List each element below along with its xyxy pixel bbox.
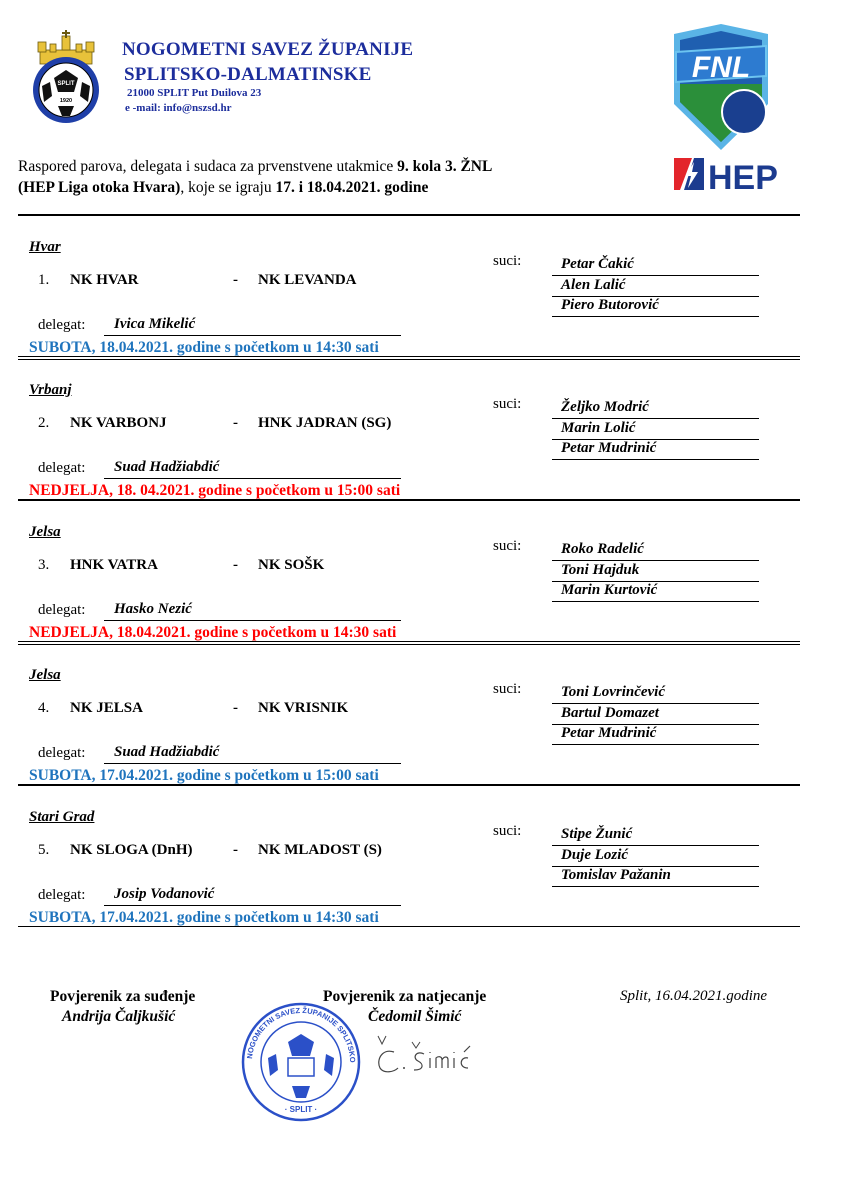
referee-name: Duje Lozić <box>561 847 629 863</box>
top-separator <box>18 214 800 216</box>
intro-paragraph <box>18 156 630 198</box>
referee-line <box>552 826 759 846</box>
referee-name: Toni Lovrinčević <box>561 684 666 700</box>
delegate-label: delegat: <box>38 887 86 903</box>
home-team: HNK VATRA <box>70 557 158 573</box>
stamp-bottom-text: · SPLIT · <box>284 1105 318 1114</box>
match-block <box>0 382 844 524</box>
versus-dash: - <box>233 842 238 858</box>
match-date-time: SUBOTA, 17.04.2021. godine s početkom u 15:00 sati <box>29 767 379 784</box>
referee-name: Piero Butorović <box>561 297 659 313</box>
away-team: NK VRISNIK <box>258 700 349 716</box>
stamp-ring-text: NOGOMETNI SAVEZ ŽUPANIJE SPLITSKO <box>245 1005 358 1063</box>
match-block <box>0 809 844 951</box>
versus-dash: - <box>233 272 238 288</box>
referee-line <box>552 440 759 460</box>
match-venue: Jelsa <box>29 524 61 540</box>
match-venue: Jelsa <box>29 667 61 683</box>
referee-name: Marin Lolić <box>561 420 636 436</box>
signature-text: Č. Šimić <box>372 1030 377 1031</box>
fnl-logo-text: FNL <box>691 51 751 84</box>
delegate-name: Ivica Mikelić <box>114 316 196 332</box>
fnl-logo <box>666 24 776 150</box>
home-team: NK HVAR <box>70 272 139 288</box>
match-number: 4. <box>38 700 50 716</box>
referee-line <box>552 582 759 602</box>
intro-text-1: Raspored parova, delegata i sudaca za prvenstvene utakmice <box>18 158 398 175</box>
referee-line <box>552 399 759 419</box>
place-and-date: Split, 16.04.2021.godine <box>620 988 768 1004</box>
away-team: NK MLADOST (S) <box>258 842 382 858</box>
referee-line <box>552 256 759 276</box>
match-venue: Hvar <box>29 239 61 255</box>
away-team: NK SOŠK <box>258 557 325 573</box>
commissioner-refereeing-name: Andrija Čaljkušić <box>62 1008 176 1025</box>
referee-line <box>552 277 759 297</box>
referee-name: Tomislav Pažanin <box>561 867 671 883</box>
org-address: 21000 SPLIT Put Duilova 23 <box>127 87 262 99</box>
home-team: NK SLOGA (DnH) <box>70 842 193 858</box>
referee-line <box>552 725 759 745</box>
delegate-line <box>104 601 401 621</box>
match-venue: Stari Grad <box>29 809 95 825</box>
referee-line <box>552 297 759 317</box>
match-venue: Vrbanj <box>29 382 72 398</box>
referee-name: Bartul Domazet <box>561 705 659 721</box>
org-name-line2: SPLITSKO-DALMATINSKE <box>124 64 372 85</box>
match-number: 5. <box>38 842 50 858</box>
referee-name: Marin Kurtović <box>561 582 658 598</box>
org-name-line1: NOGOMETNI SAVEZ ŽUPANIJE <box>122 39 414 60</box>
match-date-time: SUBOTA, 18.04.2021. godine s početkom u 14:30 sati <box>29 339 379 356</box>
commissioner-refereeing-title: Povjerenik za suđenje <box>50 988 196 1005</box>
intro-round: 9. kola 3. ŽNL <box>397 158 493 175</box>
commissioner-competition-title: Povjerenik za natjecanje <box>323 988 487 1005</box>
referee-name: Petar Mudrinić <box>561 440 657 456</box>
referees-label: suci: <box>493 538 522 554</box>
referee-line <box>552 684 759 704</box>
versus-dash: - <box>233 557 238 573</box>
handwritten-signature <box>372 1030 482 1078</box>
delegate-label: delegat: <box>38 602 86 618</box>
delegate-line <box>104 744 401 764</box>
versus-dash: - <box>233 415 238 431</box>
intro-dates: 17. i 18.04.2021. godine <box>275 179 429 196</box>
intro-league: (HEP Liga otoka Hvara) <box>18 179 181 196</box>
match-separator <box>18 926 800 927</box>
commissioner-competition-name: Čedomil Šimić <box>368 1008 462 1025</box>
referee-name: Toni Hajduk <box>561 562 640 578</box>
referee-name: Roko Radelić <box>561 541 644 557</box>
delegate-line <box>104 886 401 906</box>
delegate-label: delegat: <box>38 317 86 333</box>
match-date-time: NEDJELJA, 18.04.2021. godine s početkom u 14:30 sati <box>29 624 397 641</box>
delegate-name: Josip Vodanović <box>114 886 215 902</box>
home-team: NK JELSA <box>70 700 143 716</box>
delegate-line <box>104 316 401 336</box>
association-logo <box>28 30 104 125</box>
org-email: e -mail: info@nszsd.hr <box>125 102 232 114</box>
match-number: 2. <box>38 415 50 431</box>
referee-line <box>552 562 759 582</box>
logo-split-text: SPLIT <box>57 81 75 87</box>
match-date-time: SUBOTA, 17.04.2021. godine s početkom u 14:30 sati <box>29 909 379 926</box>
intro-text-2: , koje se igraju <box>180 179 276 196</box>
referee-name: Petar Čakić <box>561 256 634 272</box>
logo-year-text: 1920 <box>59 98 73 104</box>
match-separator <box>18 356 800 360</box>
match-separator <box>18 499 800 501</box>
referee-name: Željko Modrić <box>561 399 649 415</box>
referee-name: Stipe Žunić <box>561 826 633 842</box>
match-block <box>0 667 844 809</box>
referees-label: suci: <box>493 681 522 697</box>
versus-dash: - <box>233 700 238 716</box>
delegate-name: Hasko Nezić <box>114 601 192 617</box>
home-team: NK VARBONJ <box>70 415 167 431</box>
delegate-label: delegat: <box>38 745 86 761</box>
match-separator <box>18 641 800 645</box>
referee-line <box>552 847 759 867</box>
hep-logo <box>672 156 782 192</box>
match-number: 3. <box>38 557 50 573</box>
referee-name: Petar Mudrinić <box>561 725 657 741</box>
referee-line <box>552 867 759 887</box>
match-number: 1. <box>38 272 50 288</box>
delegate-label: delegat: <box>38 460 86 476</box>
referees-label: suci: <box>493 396 522 412</box>
referee-line <box>552 705 759 725</box>
referees-label: suci: <box>493 253 522 269</box>
hep-logo-text: HEP <box>708 159 778 192</box>
away-team: HNK JADRAN (SG) <box>258 415 392 431</box>
referee-line <box>552 420 759 440</box>
referee-line <box>552 541 759 561</box>
delegate-name: Suad Hadžiabdić <box>114 459 220 475</box>
referee-name: Alen Lalić <box>561 277 626 293</box>
away-team: NK LEVANDA <box>258 272 357 288</box>
official-stamp <box>236 1000 366 1122</box>
delegate-line <box>104 459 401 479</box>
match-date-time: NEDJELJA, 18. 04.2021. godine s početkom u 15:00 sati <box>29 482 401 499</box>
delegate-name: Suad Hadžiabdić <box>114 744 220 760</box>
referees-label: suci: <box>493 823 522 839</box>
match-separator <box>18 784 800 786</box>
